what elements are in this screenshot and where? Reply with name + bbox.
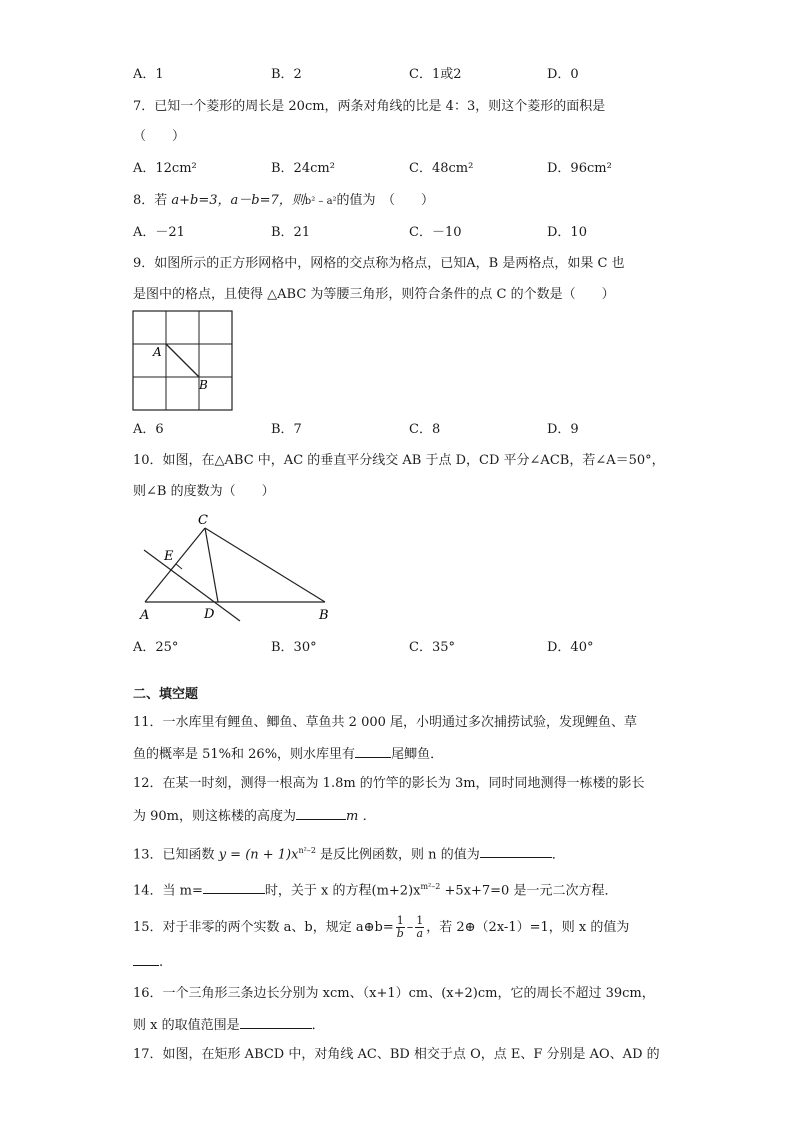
q9-stem-line2: 是图中的格点，且使得 △ABC 为等腰三角形，则符合条件的点 C 的个数是（ ） (133, 287, 615, 302)
q11-line2-end: 尾鲫鱼． (391, 747, 444, 762)
q10-stem-line2: 则∠B 的度数为（ ） (133, 484, 275, 499)
label-e: E (164, 549, 174, 564)
q12-line2-end: m ． (346, 809, 376, 824)
q8-option-c: C．－10 (409, 225, 462, 240)
q6-option-a: A．1 (133, 67, 164, 82)
q8-option-a: A．－21 (133, 225, 185, 240)
q13-end: ． (551, 847, 565, 863)
q9-grid-figure (132, 310, 234, 412)
label-c: C (198, 513, 208, 528)
q9-option-c: C．8 (409, 422, 441, 437)
section-title-fill-in: 二、填空题 (133, 687, 199, 702)
q6-option-c: C．1或2 (409, 67, 462, 82)
q13-answer-blank[interactable] (480, 844, 552, 858)
grid-label-b: B (199, 378, 208, 392)
q14-stem (133, 878, 617, 900)
q15-fraction-2 (415, 915, 424, 940)
q16-stem-line2 (133, 1015, 325, 1035)
q14-suffix: +5x+7=0 是一元二次方程． (440, 883, 618, 899)
label-b: B (319, 608, 329, 623)
q9-option-a: A．6 (133, 422, 164, 437)
q16-line2-end: ． (311, 1018, 325, 1033)
q6-option-b: B．2 (271, 67, 302, 82)
q8-option-d: D．10 (547, 225, 587, 240)
q8-expr: b² – a² (304, 196, 337, 207)
q8-expr-diff: a－b=7，则 (230, 193, 305, 208)
q8-suffix: 的值为 （ ） (336, 193, 435, 208)
q11-stem-line2 (133, 744, 443, 764)
q10-stem-line1: 10．如图，在△ABC 中，AC 的垂直平分线交 AB 于点 D，CD 平分∠ACB，若∠A＝50°， (133, 453, 665, 468)
q12-line2-text: 为 90m，则这栋楼的高度为 (133, 809, 297, 824)
q15-frac2-num: 1 (416, 914, 424, 927)
q15-fraction-1 (396, 915, 405, 940)
label-a: A (140, 608, 150, 623)
q14-prefix: 14．当 m= (133, 883, 203, 899)
q16-line2-text: 则 x 的取值范围是 (133, 1018, 240, 1033)
q11-line2-text: 鱼的概率是 51%和 26%，则水库里有 (133, 747, 356, 762)
q15-stem (133, 915, 629, 940)
q13-function: y = (n + 1)x (218, 847, 299, 863)
q8-prefix: 8．若 (133, 193, 172, 208)
q15-stem-line2 (133, 952, 163, 972)
q10-option-c: C．35° (409, 640, 455, 655)
q15-frac1-num: 1 (396, 914, 404, 927)
q12-stem-line1: 12．在某一时刻，测得一根高为 1.8m 的竹竿的影长为 3m，同时同地测得一栋楼的影长 (133, 776, 645, 791)
q7-answer-paren: （ ） (133, 129, 186, 144)
q8-option-b: B．21 (271, 225, 311, 240)
q14-exponent: m²–2 (420, 882, 441, 891)
q11-stem-line1: 11．一水库里有鲤鱼、鲫鱼、草鱼共 2 000 尾，小明通过多次捕捞试验，发现鲤鱼、草 (133, 715, 638, 730)
q13-prefix: 13．已知函数 (133, 847, 219, 863)
q14-answer-blank[interactable] (203, 880, 265, 894)
q16-answer-blank[interactable] (240, 1015, 312, 1029)
q13-exponent: n²–2 (298, 846, 316, 855)
q15-suffix: ，若 2⊕（2x-1）=1，则 x 的值为 (426, 920, 630, 935)
q15-frac1-den: b (396, 927, 404, 940)
q9-stem-line1: 9．如图所示的正方形网格中，网格的交点称为格点，已知A，B 是两格点，如果 C 也 (133, 256, 625, 271)
side-cb (205, 528, 325, 602)
q14-mid: 时，关于 x 的方程(m+2)x (264, 883, 421, 899)
q12-stem-line2 (133, 806, 375, 826)
q7-option-b: B．24cm² (271, 161, 335, 176)
q15-minus: – (406, 920, 414, 935)
q10-option-b: B．30° (271, 640, 317, 655)
grid-label-a: A (153, 345, 162, 359)
q15-frac2-den: a (416, 927, 424, 940)
q7-option-d: D．96cm² (547, 161, 612, 176)
segment-ab (166, 344, 199, 377)
q10-triangle-figure (130, 508, 350, 628)
q15-prefix: 15．对于非零的两个实数 a、b，规定 a⊕b= (133, 920, 394, 935)
q17-stem-line1: 17．如图，在矩形 ABCD 中，对角线 AC、BD 相交于点 O，点 E、F 分别是 AO、AD 的 (133, 1047, 660, 1062)
q15-answer-blank[interactable] (133, 952, 159, 966)
q7-option-a: A．12cm² (133, 161, 197, 176)
segment-cd (205, 528, 218, 602)
q15-end: . (159, 955, 164, 970)
q7-stem-line1: 7．已知一个菱形的周长是 20cm，两条对角线的比是 4：3，则这个菱形的面积是 (133, 99, 606, 114)
q10-option-d: D．40° (547, 640, 594, 655)
q16-stem-line1: 16．一个三角形三条边长分别为 xcm、（x+1）cm、(x+2)cm，它的周长不超过 39cm， (133, 986, 655, 1001)
label-d: D (204, 607, 215, 622)
q8-expr-sum: a+b=3， (171, 193, 231, 208)
q7-option-c: C．48cm² (409, 161, 474, 176)
q9-option-b: B．7 (271, 422, 302, 437)
q13-stem (133, 842, 565, 864)
q12-answer-blank[interactable] (296, 806, 346, 820)
q8-stem (133, 192, 434, 211)
q10-option-a: A．25° (133, 640, 179, 655)
q9-option-d: D．9 (547, 422, 579, 437)
q6-option-d: D．0 (547, 67, 579, 82)
q11-answer-blank[interactable] (355, 744, 391, 758)
q13-suffix: 是反比例函数，则 n 的值为 (315, 847, 480, 863)
